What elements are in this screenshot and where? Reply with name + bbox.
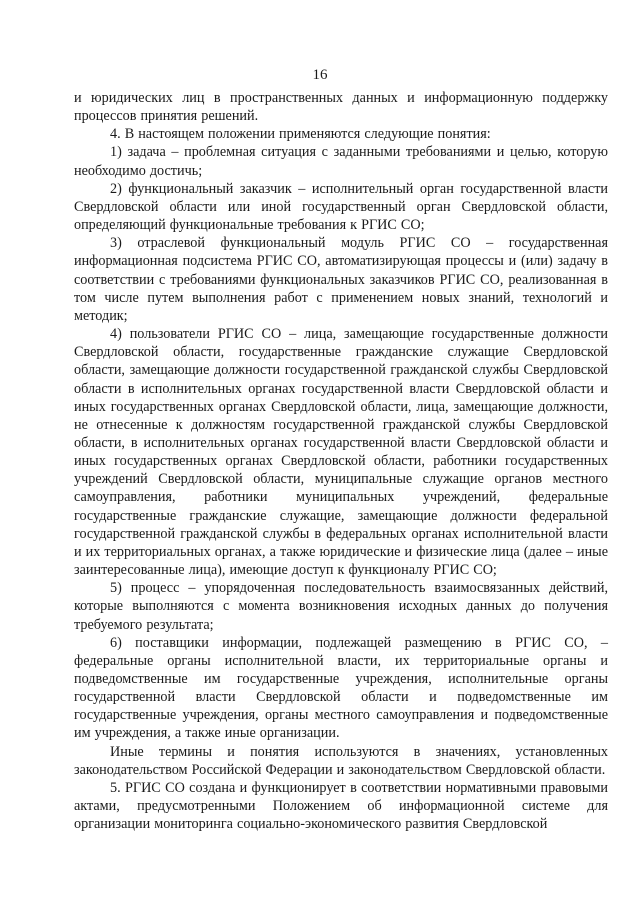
paragraph-definition-2: 2) функциональный заказчик – исполнительный орган государственной власти Свердловской области или иной государственный орган Свердловской области, определяющий функциональные требования к РГИС СО; xyxy=(74,180,608,234)
paragraph-section-5: 5. РГИС СО создана и функционирует в соответствии нормативными правовыми актами, предусмотренными Положением об информационной системе для организации мониторинга социально-экономического развития Свердловской xyxy=(74,779,608,833)
page-number: 16 xyxy=(312,67,328,83)
paragraph-definition-3: 3) отраслевой функциональный модуль РГИС СО – государственная информационная подсистема РГИС СО, автоматизирующая процессы и (или) задачу в соответствии с требованиями функциональных заказчиков РГИС СО, реализованная в том числе путем выполнения работ с применением новых знаний, технологий и методик; xyxy=(74,235,608,324)
paragraph-definition-5: 5) процесс – упорядоченная последовательность взаимосвязанных действий, которые выполняются с момента возникновения исходных данных до получения требуемого результата; xyxy=(74,580,608,633)
paragraph-definition-1: 1) задача – проблемная ситуация с заданными требованиями и целью, которую необходимо достичь; xyxy=(74,144,608,179)
document-body xyxy=(74,89,608,833)
paragraph-continuation: и юридических лиц в пространственных данных и информационную поддержку процессов принятия решений. xyxy=(74,90,608,125)
paragraph-definition-6: 6) поставщики информации, подлежащей размещению в РГИС СО, – федеральные органы исполнительной власти, их территориальные органы и подведомственные им государственные учреждения, исполнительные органы государственной власти Свердловской области и подведомственные им государственные учреждения, органы местного самоуправления и подведомственные им учреждения, а также иные организации. xyxy=(74,634,608,742)
paragraph-other-terms: Иные термины и понятия используются в значениях, установленных законодательством Российской Федерации и законодательством Свердловской области. xyxy=(74,743,608,778)
paragraph-section-4-heading: 4. В настоящем положении применяются следующие понятия: xyxy=(110,126,491,143)
paragraph-definition-4: 4) пользователи РГИС СО – лица, замещающие государственные должности Свердловской области, государственные гражданские служащие Свердловской области, замещающие должности государственной гражданской службы Свердловской области в исполнительных органах государственной власти Свердловской области и иных государственных органах Свердловской области, лица, замещающие должности, не отнесенные к должностям государственной гражданской службы Свердловской области, в исполнительных органах государственной власти Свердловской области и иных государственных органах Свердловской области, работники государственных учреждений Свердловской области, муниципальные служащие органов местного самоуправления, работники муниципальных учреждений, федеральные государственные гражданские служащие, замещающие должности федеральной государственной гражданской службы в федеральных органах исполнительной власти и их территориальных органах, а также юридические и физические лица (далее – иные заинтересованные лица), имеющие доступ к функционалу РГИС СО; xyxy=(74,326,608,579)
